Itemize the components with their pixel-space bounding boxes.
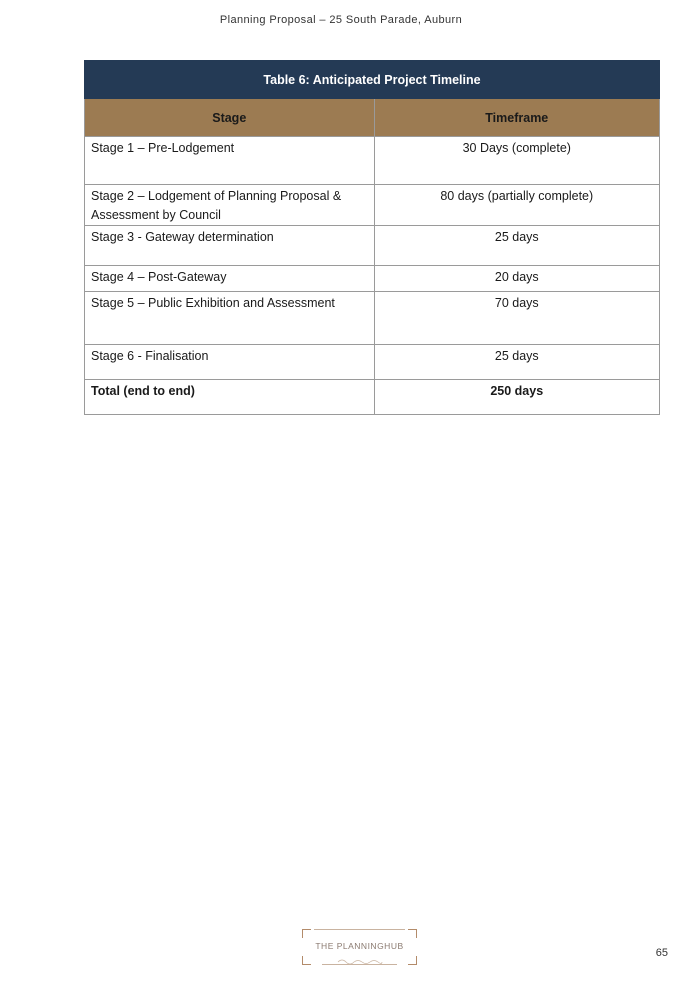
logo-signature-graphic	[322, 958, 397, 965]
table-row	[85, 266, 660, 292]
column-header-timeframe: Timeframe	[374, 99, 659, 137]
planning-hub-logo	[302, 929, 417, 965]
running-header: Planning Proposal – 25 South Parade, Auburn	[219, 14, 463, 26]
stage-cell: Stage 2 – Lodgement of Planning Proposal & Assessment by Council	[85, 185, 375, 226]
logo-text: THE PLANNINGHUB	[315, 941, 404, 951]
stage-cell: Stage 1 – Pre-Lodgement	[85, 137, 375, 185]
timeframe-cell: 30 Days (complete)	[374, 137, 659, 185]
table-row	[85, 226, 660, 266]
stage-cell: Stage 3 - Gateway determination	[85, 226, 375, 266]
timeframe-cell: 25 days	[374, 345, 659, 380]
stage-cell: Stage 5 – Public Exhibition and Assessment	[85, 292, 375, 345]
total-value-cell: 250 days	[374, 380, 659, 415]
timeframe-cell: 20 days	[374, 266, 659, 292]
total-label-cell: Total (end to end)	[85, 380, 375, 415]
timeframe-cell: 25 days	[374, 226, 659, 266]
table-row	[85, 137, 660, 185]
timeframe-cell: 80 days (partially complete)	[374, 185, 659, 226]
table-title-row	[85, 61, 660, 99]
column-header-stage: Stage	[85, 99, 375, 137]
table-row	[85, 345, 660, 380]
stage-cell: Stage 4 – Post-Gateway	[85, 266, 375, 292]
table-row	[85, 292, 660, 345]
table-title: Table 6: Anticipated Project Timeline	[85, 61, 660, 99]
timeframe-cell: 70 days	[374, 292, 659, 345]
timeline-table	[84, 60, 660, 415]
stage-cell: Stage 6 - Finalisation	[85, 345, 375, 380]
table-row	[85, 185, 660, 226]
page-number: 65	[655, 947, 668, 959]
table-total-row	[85, 380, 660, 415]
table-header-row	[85, 99, 660, 137]
